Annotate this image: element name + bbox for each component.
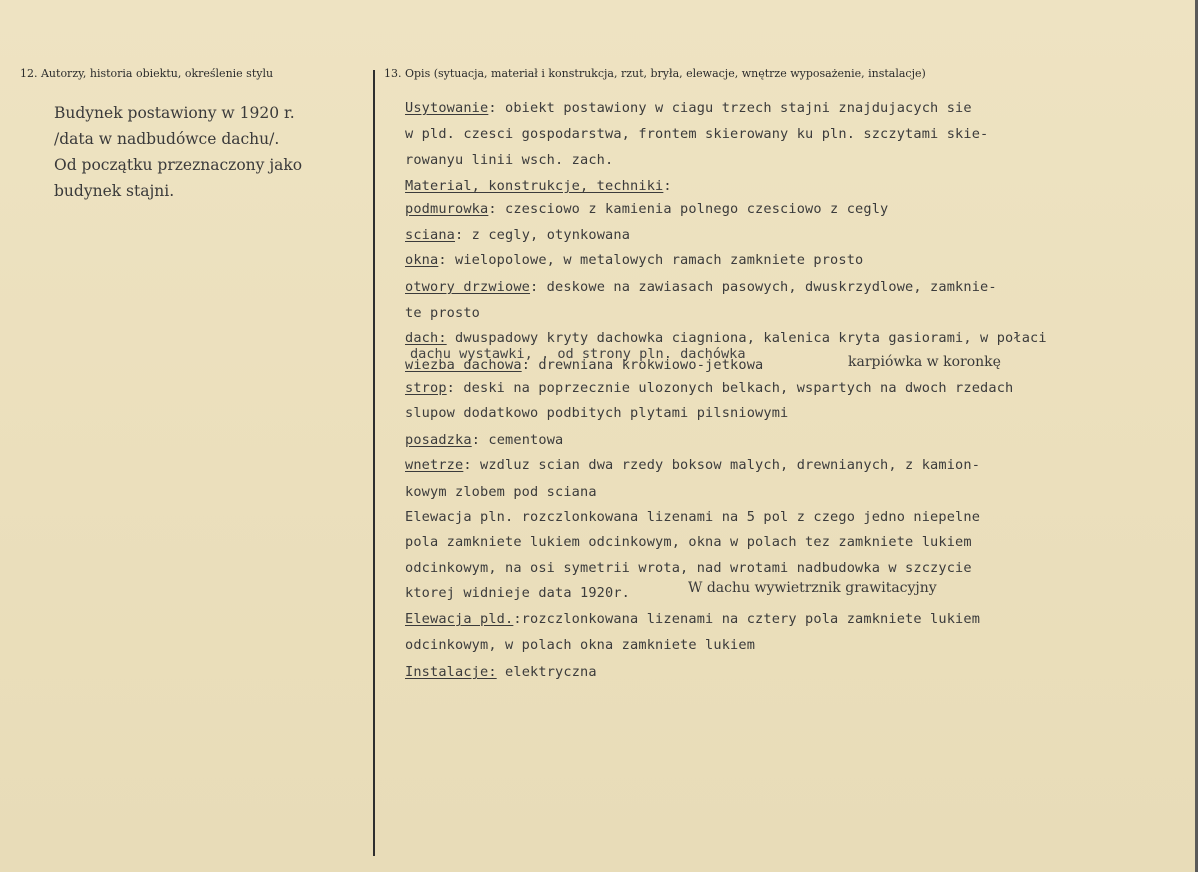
history-line: Budynek postawiony w 1920 r.	[54, 104, 295, 122]
desc-line: pola zamkniete lukiem odcinkowym, okna w polach tez zamkniete lukiem	[405, 534, 972, 550]
desc-line: ktorej widnieje data 1920r.	[405, 585, 631, 601]
section-13-header: 13. Opis (sytuacja, materiał i konstrukcja, rzut, bryła, elewacje, wnętrze wyposażenie, instalacje)	[384, 67, 926, 80]
history-text	[54, 100, 302, 204]
desc-line: sciana: z cegly, otynkowana	[405, 227, 631, 243]
desc-label: wnetrze	[405, 457, 464, 473]
desc-label: Usytowanie	[405, 100, 489, 116]
history-line: Od początku przeznaczony jako	[54, 156, 303, 174]
desc-label: strop	[405, 380, 447, 396]
desc-label: dach:	[405, 330, 447, 346]
desc-line: w pld. czesci gospodarstwa, frontem skierowany ku pln. szczytami skie-	[405, 126, 989, 142]
desc-line: otwory drzwiowe: deskowe na zawiasach pasowych, dwuskrzydlowe, zamknie-	[405, 279, 997, 295]
desc-label: podmurowka	[405, 201, 489, 217]
section-12-header: 12. Autorzy, historia obiektu, określenie stylu	[20, 67, 274, 80]
desc-line: okna: wielopolowe, w metalowych ramach zamkniete prosto	[405, 252, 864, 268]
desc-label: posadzka	[405, 432, 472, 448]
desc-label: Material, konstrukcje, techniki	[405, 178, 664, 194]
desc-line: odcinkowym, na osi symetrii wrota, nad wrotami nadbudowka w szczycie	[405, 560, 972, 576]
desc-line: kowym zlobem pod sciana	[405, 484, 597, 500]
roof-insert-handwritten: karpiówka w koronkę	[848, 354, 1001, 370]
desc-line: podmurowka: czesciowo z kamienia polnego czesciowo z cegly	[405, 201, 889, 217]
desc-line: odcinkowym, w polach okna zamkniete lukiem	[405, 637, 756, 653]
desc-line: te prosto	[405, 305, 481, 321]
desc-line: rowanyu linii wsch. zach.	[405, 152, 614, 168]
desc-line: strop: deski na poprzecznie ulozonych belkach, wspartych na dwoch rzedach	[405, 380, 1014, 396]
roof-insert: dachu wystawki, , od strony pln. dachówka	[410, 346, 746, 362]
desc-line: slupow dodatkowo podbitych plytami pilsniowymi	[405, 405, 789, 421]
history-line: budynek stajni.	[54, 182, 175, 200]
vent-note-handwritten: W dachu wywietrznik grawitacyjny	[688, 580, 937, 596]
desc-line: wiezba dachowa: drewniana krokwiowo-jetkowa	[405, 357, 764, 373]
desc-label: okna	[405, 252, 439, 268]
desc-label: otwory drzwiowe	[405, 279, 531, 295]
desc-label: Elewacja pld.	[405, 611, 514, 627]
desc-line: Instalacje: elektryczna	[405, 664, 597, 680]
desc-line: posadzka: cementowa	[405, 432, 564, 448]
column-divider	[373, 70, 375, 856]
desc-line: dach: dwuspadowy kryty dachowka ciagniona, kalenica kryta gasiorami, w połaci	[405, 330, 1047, 346]
desc-line: Usytowanie: obiekt postawiony w ciagu trzech stajni znajdujacych sie	[405, 100, 972, 116]
desc-line: Elewacja pln. rozczlonkowana lizenami na 5 pol z czego jedno niepelne	[405, 509, 981, 525]
desc-line: Elewacja pld.:rozczlonkowana lizenami na cztery pola zamkniete lukiem	[405, 611, 981, 627]
desc-label: wiezba dachowa	[405, 357, 522, 373]
desc-label: sciana	[405, 227, 456, 243]
history-line: /data w nadbudówce dachu/.	[54, 130, 280, 148]
desc-line: Material, konstrukcje, techniki:	[405, 178, 672, 194]
desc-label: Instalacje:	[405, 664, 497, 680]
desc-line: wnetrze: wzdluz scian dwa rzedy boksow malych, drewnianych, z kamion-	[405, 457, 981, 473]
